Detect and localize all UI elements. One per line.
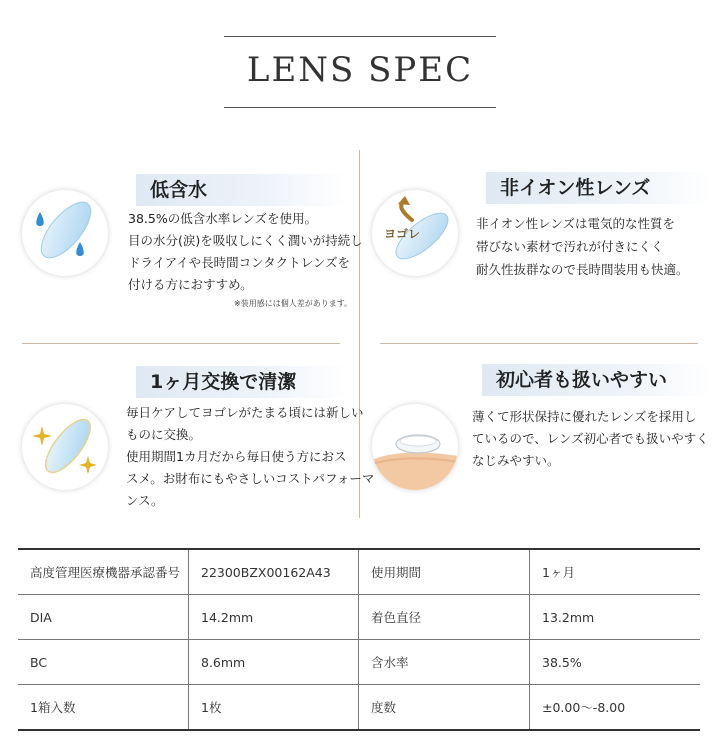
- feature-title: 非イオン性レンズ: [486, 172, 712, 204]
- spec-value: 1枚: [189, 685, 359, 731]
- feature-text-line: 38.5%の低含水率レンズを使用。: [128, 211, 318, 226]
- sparkle-lens-icon: [22, 404, 108, 490]
- feature-text-line: ドライアイや長時間コンタクトレンズを: [128, 255, 350, 270]
- section-header: [224, 36, 496, 108]
- title-bottom-rule: [224, 107, 496, 108]
- feature-text-line: なじみやすい。: [472, 453, 560, 468]
- feature-text-line: 付ける方におすすめ。: [128, 277, 253, 292]
- spec-value: 38.5%: [530, 640, 701, 685]
- spec-label: BC: [18, 640, 189, 685]
- page-title: LENS SPEC: [246, 50, 474, 90]
- table-row: [18, 640, 700, 685]
- spec-label: DIA: [18, 595, 189, 640]
- feature-text-line: 使用期間1カ月だから毎日使う方におス: [126, 449, 347, 464]
- spec-value: 22300BZX00162A43: [189, 549, 359, 595]
- spec-value: ±0.00〜-8.00: [530, 685, 701, 731]
- spec-label: 使用期間: [359, 549, 530, 595]
- feature-text-line: ているので、レンズ初心者でも扱いやすく: [472, 431, 709, 446]
- spec-label: 高度管理医療機器承認番号: [18, 549, 189, 595]
- feature-text-line: 帯びない素材で汚れが付きにくく: [476, 239, 664, 254]
- feature-text-line: 目の水分(涙)を吸収しにくく潤いが持続し: [128, 233, 363, 248]
- table-row: [18, 549, 700, 595]
- feature-footnote: ※装用感には個人差があります。: [234, 299, 353, 308]
- water-drop-lens-icon: [22, 190, 108, 276]
- feature-grid-horizontal-divider-right: [380, 343, 698, 344]
- feature-text-line: ンス。: [126, 493, 164, 508]
- feature-title: 低含水: [136, 174, 350, 206]
- feature-text-line: 薄くて形状保持に優れたレンズを採用し: [472, 409, 697, 424]
- feature-title: 1ヶ月交換で清潔: [136, 366, 350, 398]
- spec-label: 1箱入数: [18, 685, 189, 731]
- icon-label: ヨゴレ: [384, 227, 421, 241]
- feature-text-line: スメ。お財布にもやさしいコストパフォーマ: [126, 471, 375, 486]
- spec-value: 14.2mm: [189, 595, 359, 640]
- feature-grid-horizontal-divider-left: [22, 343, 340, 344]
- spec-value: 8.6mm: [189, 640, 359, 685]
- feature-text-line: 耐久性抜群なので長時間装用も快適。: [476, 262, 689, 277]
- spec-table: [18, 548, 700, 731]
- title-top-rule: [224, 36, 496, 37]
- dirt-repel-lens-icon: [372, 190, 458, 276]
- table-row: [18, 685, 700, 731]
- spec-value: 1ヶ月: [530, 549, 701, 595]
- feature-text-line: ものに交換。: [126, 427, 202, 442]
- lens-on-finger-icon: [372, 404, 458, 490]
- table-row: [18, 595, 700, 640]
- spec-label: 着色直径: [359, 595, 530, 640]
- feature-text-line: 非イオン性レンズは電気的な性質を: [476, 216, 675, 231]
- feature-text-line: 毎日ケアしてヨゴレがたまる頃には新しい: [126, 405, 364, 420]
- feature-title: 初心者も扱いやすい: [482, 364, 712, 396]
- spec-label: 度数: [359, 685, 530, 731]
- spec-value: 13.2mm: [530, 595, 701, 640]
- spec-label: 含水率: [359, 640, 530, 685]
